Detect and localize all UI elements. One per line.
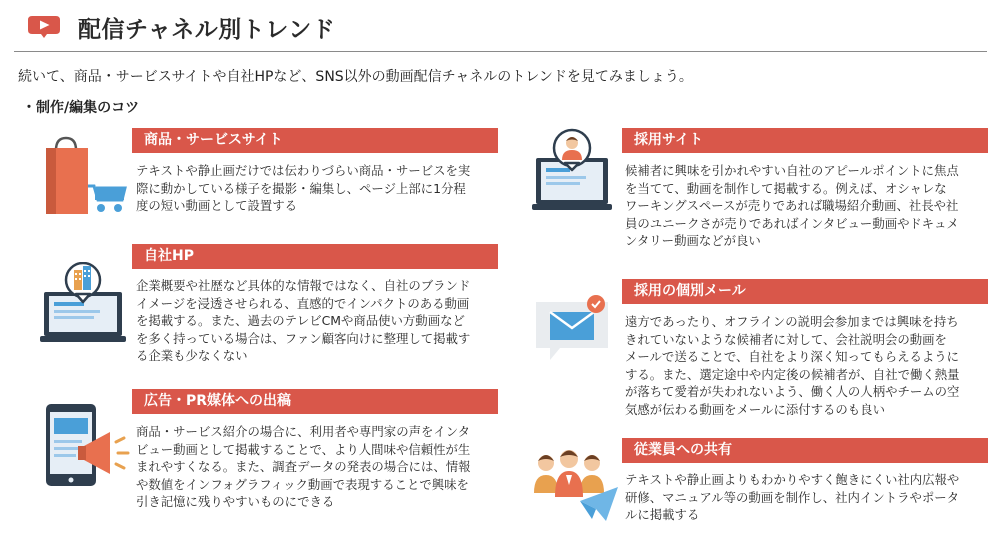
mail-notification-icon bbox=[530, 292, 614, 370]
card-body bbox=[625, 313, 960, 419]
card-text-line: ルに掲載する bbox=[625, 507, 700, 523]
card-text-line: や数値をインフォグラフィック動画で表現することで興味を bbox=[136, 476, 469, 492]
card-text-line: イメージを浸透させられる、直感的でインパクトのある動画 bbox=[136, 295, 470, 311]
card-text-line: ンタリー動画などが良い bbox=[625, 233, 761, 249]
card-text-line: 員のユニークさが売りであればインタビュー動画やドキュメ bbox=[625, 215, 959, 231]
card-text-line: 研修、マニュアル等の動画を制作し、社内イントラやポータ bbox=[625, 489, 960, 505]
video-play-icon bbox=[27, 13, 61, 39]
section-subheading: ・制作/編集のコツ bbox=[22, 100, 140, 116]
card-text-line: テキストや静止画だけでは伝わりづらい商品・サービスを実 bbox=[136, 163, 471, 178]
card-text-line: 商品・サービス紹介の場合に、利用者や専門家の声をインタ bbox=[136, 424, 471, 439]
card-text-line: 遠方であったり、オフラインの説明会参加までは興味を持ち bbox=[625, 314, 959, 329]
card-body bbox=[136, 423, 471, 511]
card-body bbox=[136, 277, 470, 365]
card-body bbox=[625, 162, 959, 250]
card-title: 採用サイト bbox=[622, 128, 988, 153]
laptop-person-icon bbox=[530, 128, 614, 216]
shopping-bag-cart-icon bbox=[38, 136, 128, 218]
card-text-line: 候補者に興味を引かれやすい自社のアピールポイントに焦点 bbox=[625, 163, 959, 178]
page-header bbox=[0, 0, 1000, 52]
card-text-line: テキストや静止画よりもわかりやすく飽きにくい社内広報や bbox=[625, 472, 960, 487]
card-text-line: が落ちて愛着が失われないよう、働く人の人柄やチームの空 bbox=[625, 384, 960, 400]
card-text-line: 度の短い動画として設置する bbox=[136, 198, 298, 214]
card-text-line: 際に動かしている様子を撮影・編集し、ページ上部に1分程 bbox=[136, 180, 466, 196]
phone-megaphone-icon bbox=[40, 402, 130, 490]
card-text-line: を掲載する。また、過去のテレビCMや商品使い方動画など bbox=[136, 313, 465, 329]
card-title: 従業員への共有 bbox=[622, 438, 988, 463]
card-text-line: メールで送ることで、自社をより深く知ってもらえるように bbox=[625, 349, 960, 365]
card-text-line: まれやすくなる。また、調査データの発表の場合には、情報 bbox=[136, 459, 471, 475]
card-title: 採用の個別メール bbox=[622, 279, 988, 304]
card-text-line: 引き記憶に残りやすいものにできる bbox=[136, 494, 335, 510]
laptop-building-icon bbox=[38, 262, 128, 347]
card-text-line: する。また、選定途中や内定後の候補者が、自社で働く熱量 bbox=[625, 366, 960, 382]
page-title: 配信チャネル別トレンド bbox=[78, 17, 336, 43]
card-text-line: 企業概要や社歴など具体的な情報ではなく、自社のブランド bbox=[136, 278, 471, 293]
card-title: 自社HP bbox=[132, 244, 498, 269]
card-title: 広告・PR媒体への出稿 bbox=[132, 389, 498, 414]
header-divider bbox=[14, 51, 987, 52]
intro-text: 続いて、商品・サービスサイトや自社HPなど、SNS以外の動画配信チャネルのトレンドを見てみましょう。 bbox=[18, 69, 693, 85]
card-body bbox=[136, 162, 470, 215]
card-text-line: ビュー動画として掲載することで、より人間味や信頼性が生 bbox=[136, 441, 471, 457]
card-text-line: を多く持っている場合は、ファン顧客向けに整理して掲載す bbox=[136, 330, 471, 346]
card-title: 商品・サービスサイト bbox=[132, 128, 498, 153]
card-text-line: る企業も少なくない bbox=[136, 348, 248, 364]
team-paper-plane-icon bbox=[530, 445, 620, 523]
card-text-line: を当てて、動画を制作して掲載する。例えば、オシャレな bbox=[625, 180, 947, 196]
card-text-line: ワーキングスペースが売りであれば職場紹介動画、社長や社 bbox=[625, 198, 959, 214]
card-body bbox=[625, 471, 959, 524]
card-text-line: きれていないような候補者に対して、会社説明会の動画を bbox=[625, 331, 947, 347]
card-text-line: 気感が伝わる動画をメールに添付するのも良い bbox=[625, 401, 885, 417]
